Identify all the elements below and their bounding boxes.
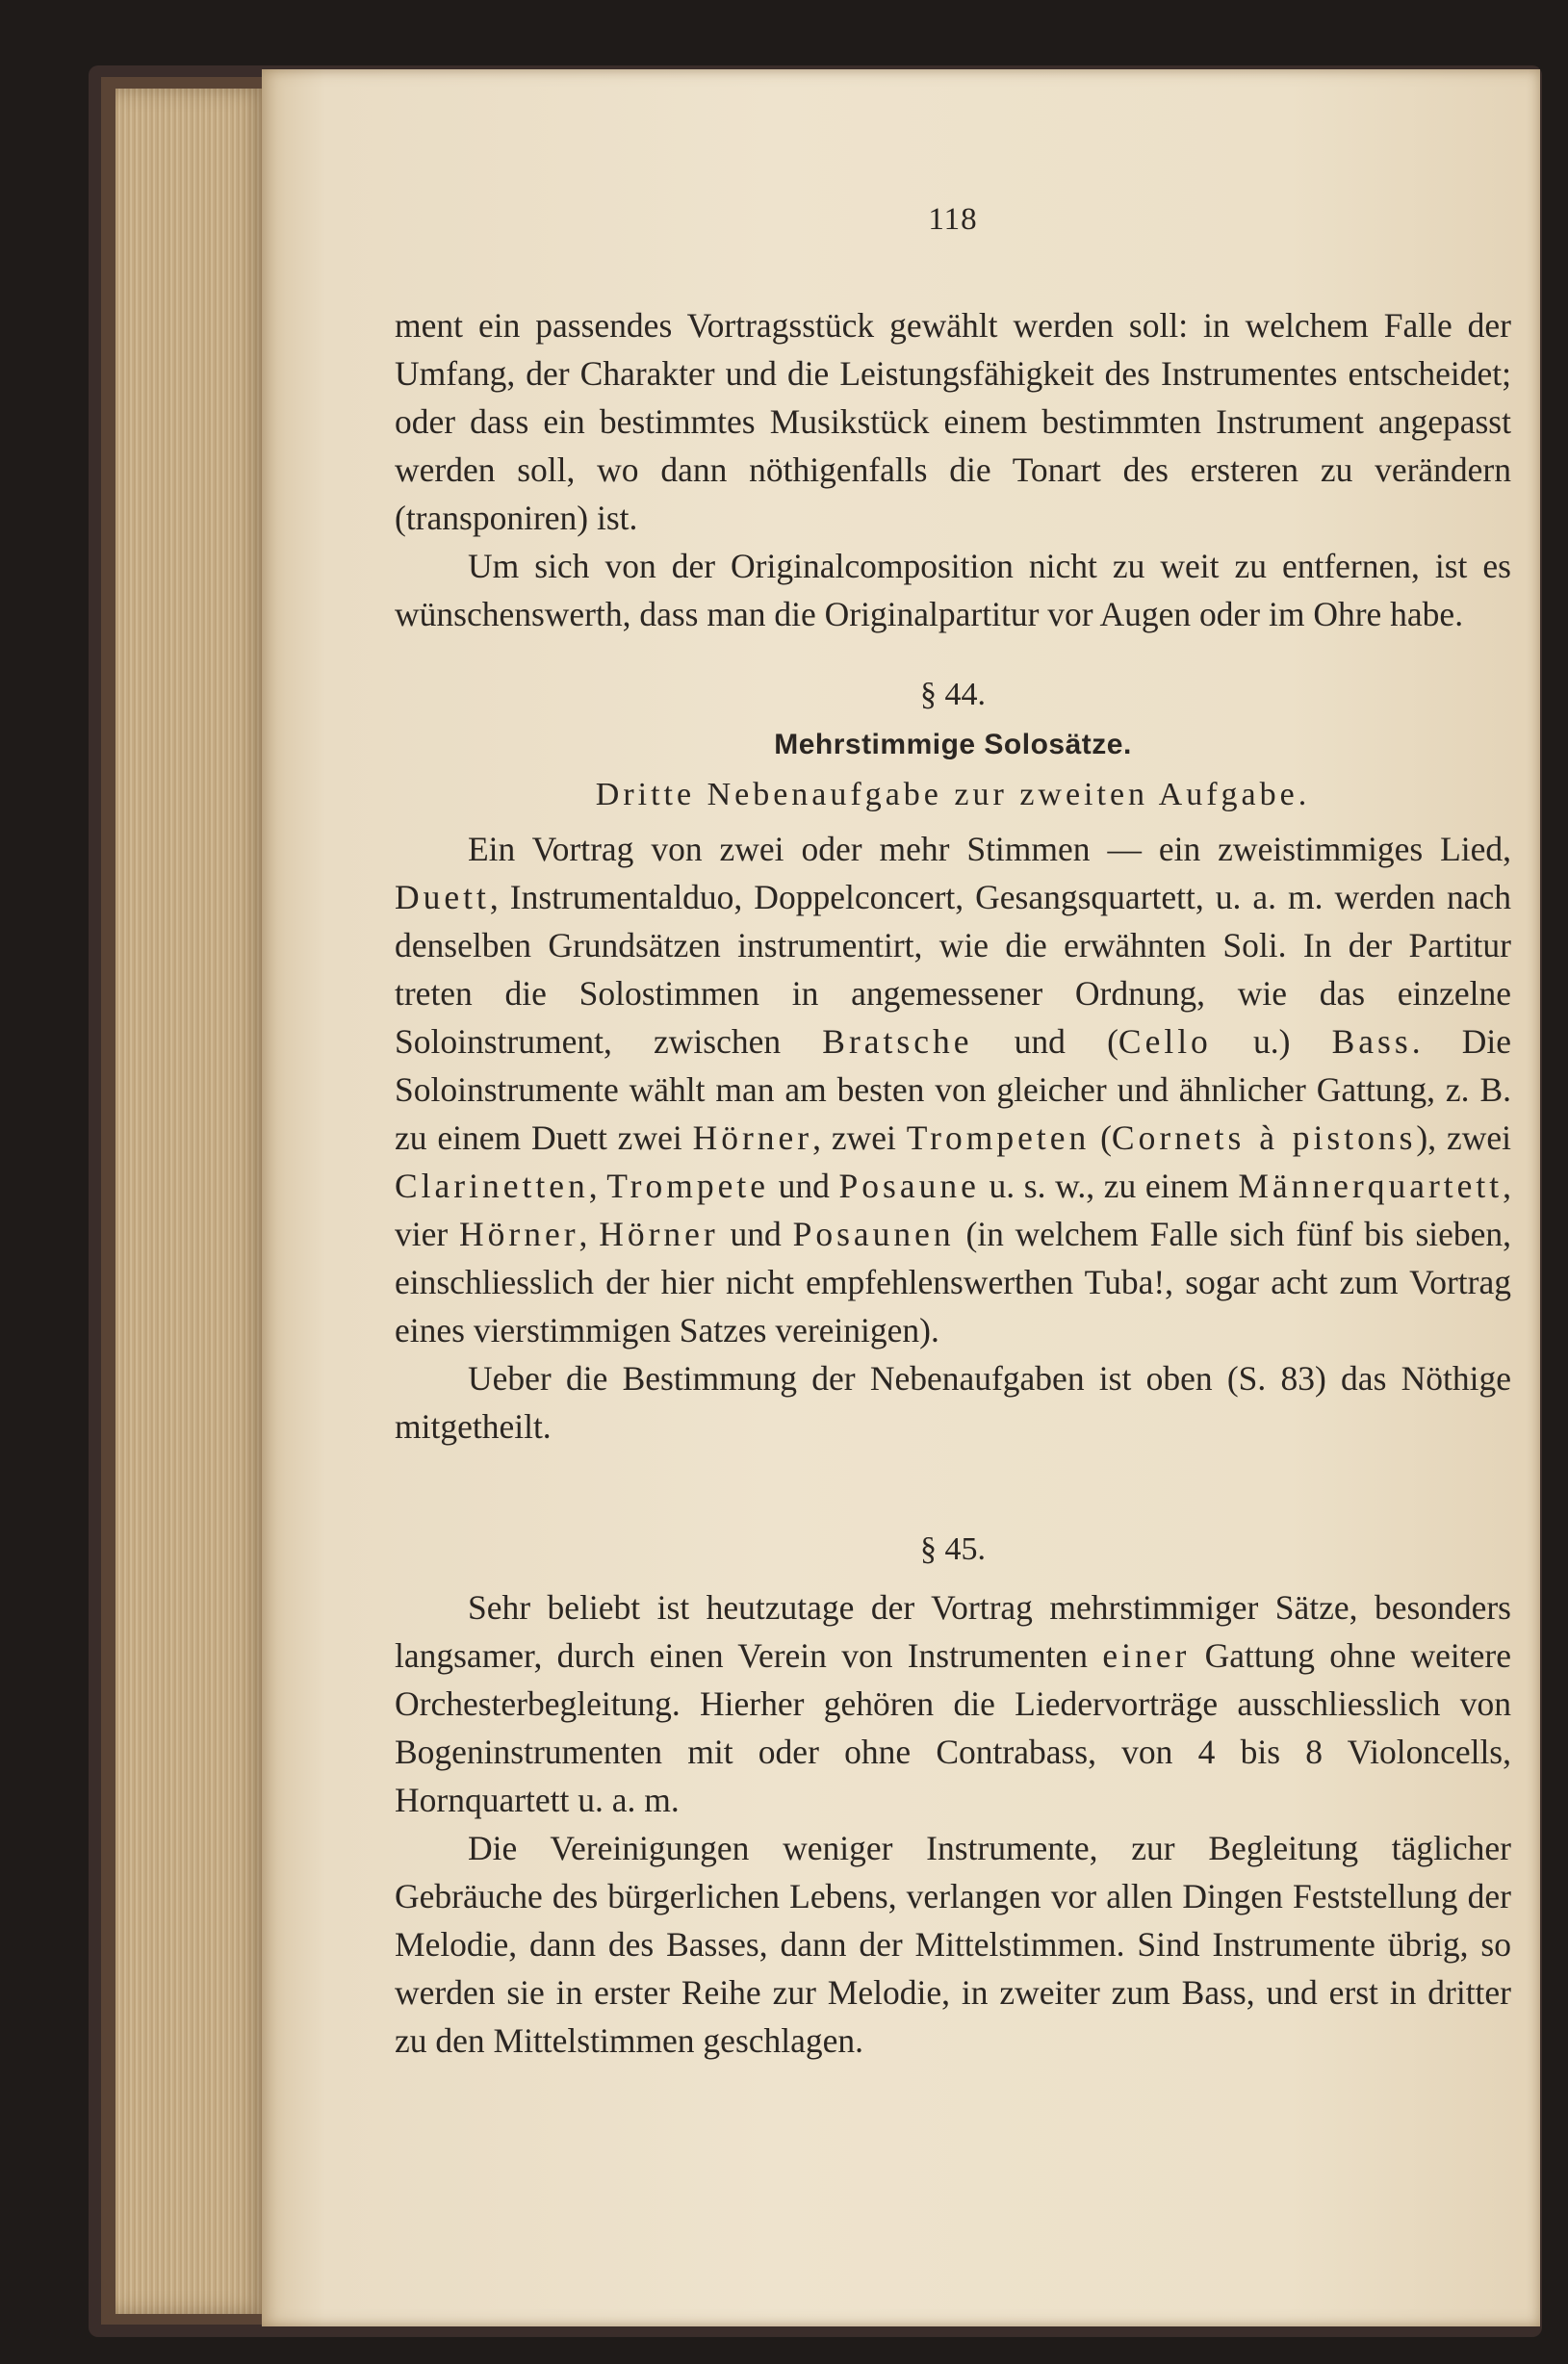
p3-text-n: und	[718, 1215, 793, 1253]
p3-text-j: und	[769, 1167, 839, 1205]
p3-hoerner-3: Hörner	[599, 1215, 719, 1253]
p3-maennerquartett: Männerquartett	[1238, 1167, 1504, 1205]
p3-text-l: , vier	[395, 1167, 1512, 1253]
p3-text-m: ,	[578, 1215, 600, 1253]
p3-posaune: Posaune	[838, 1167, 980, 1205]
p3-text-o: (in welchem Falle sich fünf bis sieben, einschliesslich der hier nicht empfehlenswerthen Tuba!, sogar acht zum Vortrag eines vierstimmigen Satzes vereinigen).	[395, 1215, 1512, 1349]
p3-text-a: Ein Vortrag von zwei oder mehr Stimmen — ein zweistimmiges Lied,	[468, 830, 1511, 868]
paragraph-3	[395, 825, 1511, 1354]
p3-text-g: (	[1090, 1118, 1112, 1157]
p3-cornets: Cornets à pistons	[1111, 1118, 1417, 1157]
p3-trompeten: Trompeten	[906, 1118, 1091, 1157]
p3-text-f: , zwei	[812, 1118, 907, 1157]
paragraph-5	[395, 1583, 1511, 1824]
page-edges	[116, 89, 270, 2314]
p3-bratsche: Bratsche	[822, 1022, 973, 1061]
paragraph-1: ment ein passendes Vortragsstück gewählt werden soll: in welchem Falle der Umfang, der Charakter und die Leistungsfähigkeit des Instrumentes entscheidet; oder dass ein bestimmtes Musikstück einem bestimmten Instrument angepasst werden soll, wo dann nöthigenfalls die Tonart des ersteren zu verändern (transponiren) ist.	[395, 306, 1511, 537]
p3-hoerner: Hörner	[692, 1118, 813, 1157]
page-text	[395, 202, 1511, 2065]
p3-duett: Duett	[395, 878, 490, 916]
p3-bass: Bass	[1331, 1022, 1412, 1061]
section-44-subheading: Dritte Nebenaufgabe zur zweiten Aufgabe.	[595, 777, 1311, 812]
p3-text-b: , Instrumentalduo, Doppelconcert, Gesangsquartett, u. a. m. werden nach denselben Grundsätzen instrumentirt, wie die erwähnten Soli. In der Partitur treten die Solostimmen in angemessener Ordnung, wie das einzelne Soloinstrument, zwischen	[395, 878, 1511, 1061]
section-44-marker: § 44.	[920, 677, 986, 712]
p3-text-d: u.)	[1211, 1022, 1332, 1061]
spacer	[395, 1451, 1511, 1493]
p3-trompete: Trompete	[606, 1167, 769, 1205]
p3-clarinetten: Clarinetten	[395, 1167, 589, 1205]
p5-text-a: Sehr beliebt ist heutzutage der Vortrag mehrstimmiger Sätze, besonders langsamer, durch einen Verein von Instrumenten	[395, 1588, 1511, 1675]
p3-text-k: u. s. w., zu einem	[979, 1167, 1239, 1205]
p5-einer: einer	[1102, 1636, 1191, 1675]
p3-posaunen: Posaunen	[792, 1215, 955, 1253]
p3-text-c: und (	[972, 1022, 1118, 1061]
p3-text-h: ), zwei	[1416, 1118, 1511, 1157]
p3-hoerner-2: Hörner	[458, 1215, 579, 1253]
p3-text-e: . Die Soloinstrumente wählt man am besten von gleicher und ähnlicher Gattung, z. B. zu einem Duett zwei	[395, 1022, 1511, 1157]
paragraph-2: Um sich von der Originalcomposition nicht zu weit zu entfernen, ist es wünschenswerth, dass man die Originalpartitur vor Augen oder im Ohre habe.	[395, 547, 1511, 633]
page-number: 118	[928, 202, 978, 237]
p3-cello: Cello	[1118, 1022, 1212, 1061]
paragraph-4: Ueber die Bestimmung der Nebenaufgaben ist oben (S. 83) das Nöthige mitgetheilt.	[395, 1359, 1511, 1446]
p3-text-i: ,	[588, 1167, 607, 1205]
section-45-marker: § 45.	[920, 1531, 986, 1567]
paragraph-6: Die Vereinigungen weniger Instrumente, zur Begleitung täglicher Gebräuche des bürgerlichen Lebens, verlangen vor allen Dingen Feststellung der Melodie, dann des Basses, dann der Mittelstimmen. Sind Instrumente übrig, so werden sie in erster Reihe zur Melodie, in zweiter zum Bass, und erst in dritter zu den Mittelstimmen geschlagen.	[395, 1829, 1511, 2060]
p5-text-b: Gattung ohne weitere Orchesterbegleitung. Hierher gehören die Liedervorträge ausschliesslich von Bogeninstrumenten mit oder ohne Contrabass, von 4 bis 8 Violoncells, Hornquartett u. a. m.	[395, 1636, 1511, 1819]
section-44-heading: Mehrstimmige Solosätze.	[774, 729, 1132, 760]
